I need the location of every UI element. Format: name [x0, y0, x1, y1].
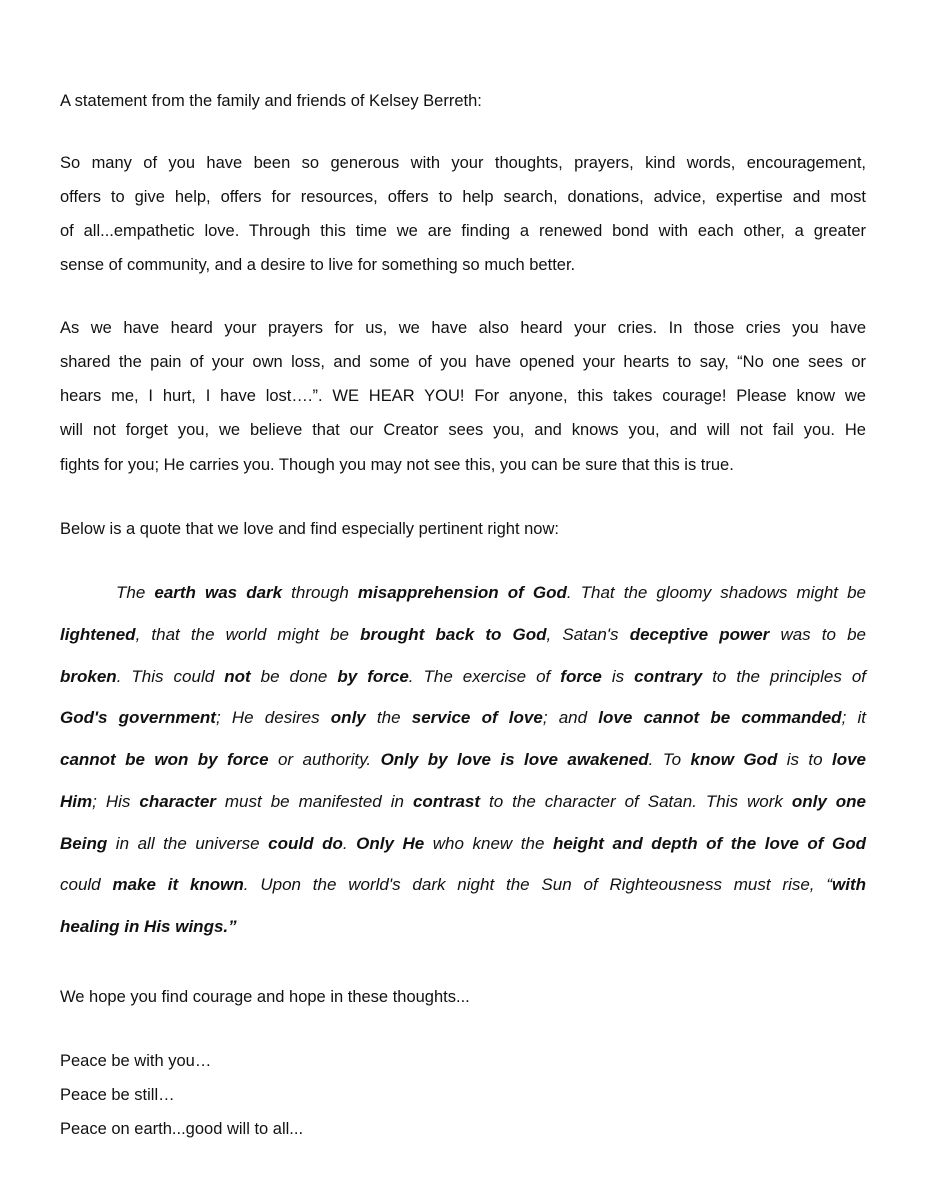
quote-line [60, 874, 866, 896]
quote-emphasis: Being [60, 834, 108, 853]
quote-emphasis: God's government [60, 708, 216, 727]
quote-text: to the character of Satan. This work [480, 792, 792, 811]
quote-text: ; it [841, 708, 866, 727]
quote-emphasis: not [224, 667, 251, 686]
quote-emphasis: know God [690, 750, 778, 769]
quote-text: through [282, 583, 358, 602]
quote-text: . Upon the world's dark night the Sun of Righteousness must rise, “ [243, 875, 832, 894]
quote-text: ; and [542, 708, 599, 727]
quote-text: in all the universe [107, 834, 269, 853]
quote-line [60, 707, 866, 729]
paragraph-line: offers to give help, offers for resources, offers to help search, donations, advice, expertise and most [60, 188, 866, 206]
quote-emphasis: force [560, 667, 602, 686]
signoff-line: Peace be still… [60, 1086, 175, 1104]
quote-emphasis: earth was dark [154, 583, 283, 602]
paragraph-line: fights for you; He carries you. Though you may not see this, you can be sure that this is true. [60, 456, 734, 474]
quote-text: . The exercise of [408, 667, 561, 686]
quote-emphasis: contrast [412, 792, 481, 811]
quote-emphasis: could do [268, 834, 343, 853]
quote-emphasis: broken [60, 667, 117, 686]
quote-text: who knew the [424, 834, 553, 853]
quote-emphasis: love [831, 750, 867, 769]
paragraph-line: will not forget you, we believe that our Creator sees you, and knows you, and will not fail you. He [60, 421, 866, 439]
quote-text: The [116, 583, 155, 602]
quote-emphasis: character [139, 792, 216, 811]
quote-emphasis: only one [791, 792, 866, 811]
quote-line [60, 833, 866, 855]
quote-text: the [365, 708, 412, 727]
quote-text: , Satan's [546, 625, 630, 644]
paragraph-line: hears me, I hurt, I have lost….”. WE HEAR YOU! For anyone, this takes courage! Please know we [60, 387, 866, 405]
quote-text: is to [777, 750, 832, 769]
quote-line [60, 916, 866, 938]
quote-text: or authority. [268, 750, 381, 769]
signoff-line: Peace be with you… [60, 1052, 212, 1070]
intro-line: A statement from the family and friends of Kelsey Berreth: [60, 92, 482, 110]
quote-emphasis: by force [337, 667, 409, 686]
quote-line [60, 624, 866, 646]
quote-emphasis: service of love [411, 708, 543, 727]
quote-line [60, 791, 866, 813]
quote-text: . This could [116, 667, 225, 686]
quote-text: . [342, 834, 357, 853]
quote-emphasis: deceptive power [629, 625, 770, 644]
paragraph-line: So many of you have been so generous with your thoughts, prayers, kind words, encouragement, [60, 154, 866, 172]
quote-text: . That the gloomy shadows might be [566, 583, 866, 602]
quote-line [116, 582, 866, 604]
quote-emphasis: with [832, 875, 866, 894]
quote-text: was to be [769, 625, 867, 644]
quote-text: could [60, 875, 113, 894]
quote-emphasis: Him [60, 792, 93, 811]
quote-text: must be manifested in [215, 792, 413, 811]
signoff-line: Peace on earth...good will to all... [60, 1120, 304, 1138]
quote-text: is [601, 667, 635, 686]
quote-emphasis: lightened [60, 625, 136, 644]
quote-text: be done [250, 667, 338, 686]
quote-line [60, 749, 866, 771]
quote-emphasis: brought back to God [360, 625, 547, 644]
quote-emphasis: contrary [634, 667, 703, 686]
quote-text: . To [648, 750, 691, 769]
quote-emphasis: height and depth of the love of God [552, 834, 866, 853]
quote-emphasis: love cannot be commanded [598, 708, 842, 727]
quote-emphasis: misapprehension of God [357, 583, 567, 602]
quote-intro-line: Below is a quote that we love and find especially pertinent right now: [60, 520, 559, 538]
quote-emphasis: healing in His wings.” [60, 917, 237, 936]
paragraph-line: of all...empathetic love. Through this time we are finding a renewed bond with each other, a greater [60, 222, 866, 240]
quote-emphasis: only [330, 708, 366, 727]
quote-emphasis: Only He [356, 834, 425, 853]
quote-text: to the principles of [702, 667, 866, 686]
paragraph-line: shared the pain of your own loss, and some of you have opened your hearts to say, “No one sees or [60, 353, 866, 371]
paragraph-line: As we have heard your prayers for us, we have also heard your cries. In those cries you have [60, 319, 866, 337]
closing-line: We hope you find courage and hope in these thoughts... [60, 988, 470, 1006]
quote-emphasis: Only by love is love awakened [380, 750, 649, 769]
paragraph-line: sense of community, and a desire to live for something so much better. [60, 256, 576, 274]
quote-emphasis: cannot be won by force [60, 750, 269, 769]
quote-text: ; His [92, 792, 140, 811]
quote-text: , that the world might be [135, 625, 361, 644]
quote-line [60, 666, 866, 688]
quote-text: ; He desires [215, 708, 331, 727]
quote-emphasis: make it known [112, 875, 244, 894]
